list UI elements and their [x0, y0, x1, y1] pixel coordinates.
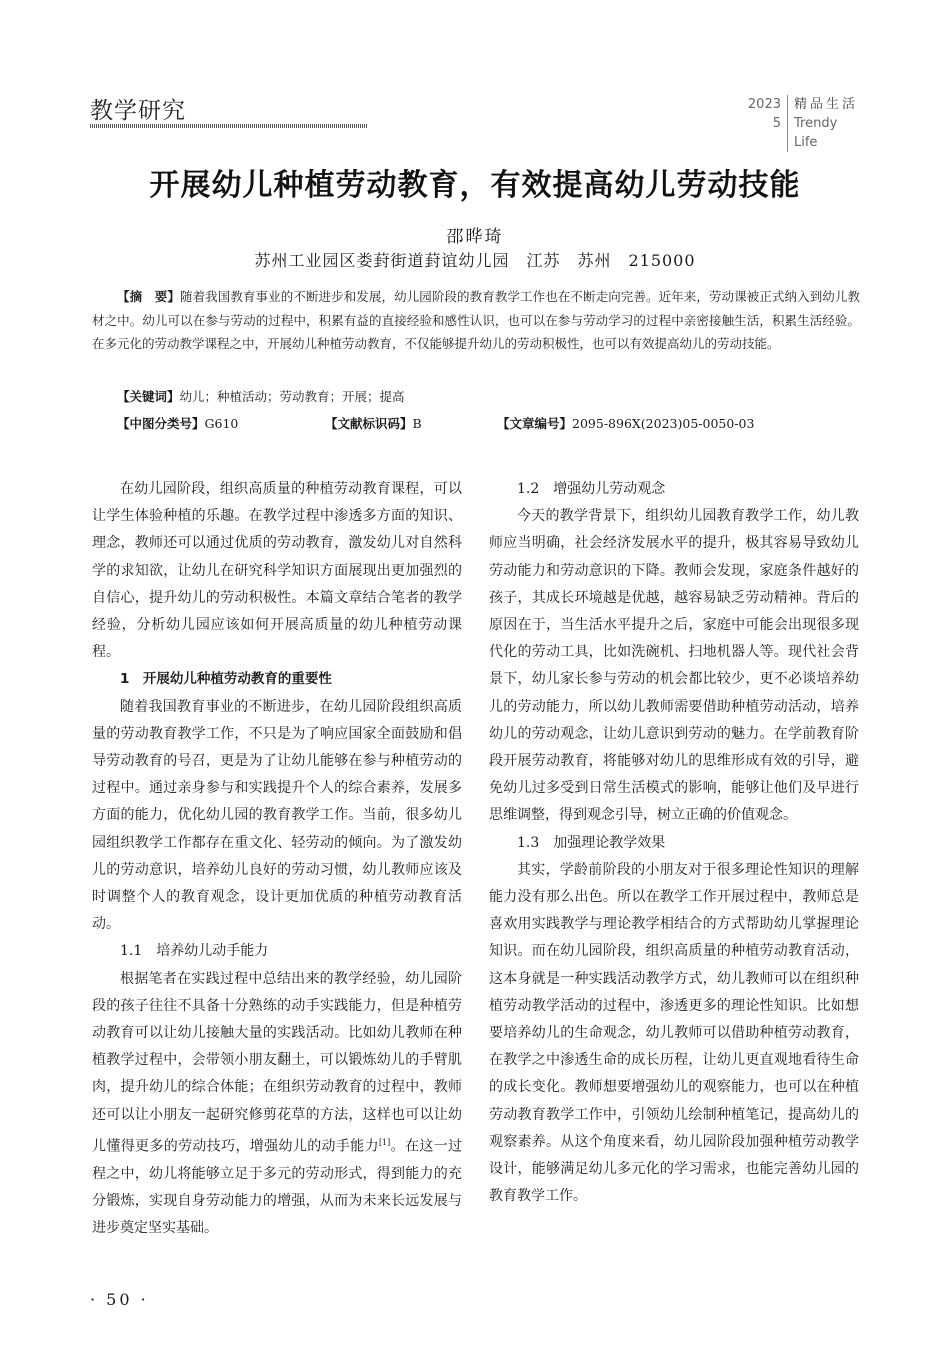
- masthead-journal-cn: 精品生活: [794, 97, 859, 112]
- article-title: 开展幼儿种植劳动教育，有效提高幼儿劳动技能: [149, 168, 801, 203]
- keywords: [117, 387, 405, 405]
- clc-label: 【中图分类号】: [117, 416, 205, 431]
- heading-1-3: 1.3 加强理论教学效果: [517, 834, 666, 851]
- section-label: 教学研究: [90, 98, 186, 124]
- doc-label: 【文献标识码】: [325, 416, 413, 431]
- abstract-text: 随着我国教育事业的不断进步和发展，幼儿园阶段的教育教学工作也在不断走向完善。近年来，劳动课被正式纳入到幼儿教材之中。幼儿可以在参与劳动的过程中，积累有益的直接经验和感性认识，也可以在参与劳动学习的过程中亲密接触生活，积累生活经验。在多元化的劳动教学课程之中，开展幼儿种植劳动教育，不仅能够提升幼儿的劳动积极性，也可以有效提高幼儿的劳动技能。: [92, 289, 860, 351]
- clc-number: [117, 414, 238, 432]
- abstract-label: 【摘 要】: [117, 289, 180, 304]
- keywords-label: 【关键词】: [117, 389, 180, 404]
- paragraph-importance: 随着我国教育事业的不断进步，在幼儿园阶段组织高质量的劳动教育教学工作，不只是为了响应国家全面鼓励和倡导劳动教育的号召，更是为了让幼儿能够在参与种植劳动的过程中。通过亲身参与和实践提升个人的综合素养，发展多方面的能力，优化幼儿园的教育教学工作。当前，很多幼儿园组织教学工作都存在重文化、轻劳动的倾向。为了激发幼儿的劳动意识，培养幼儿良好的劳动习惯，幼儿教师应该及时调整个人的教育观念，设计更加优质的种植劳动教育活动。: [92, 698, 462, 933]
- paragraph-theory: 其实，学龄前阶段的小朋友对于很多理论性知识的理解能力没有那么出色。所以在教学工作开展过程中，教师总是喜欢用实践教学与理论教学相结合的方式帮助幼儿掌握理论知识。而在幼儿园阶段，组织高质量的种植劳动教育活动，这本身就是一种实践活动教学方式，幼儿教师可以在组织种植劳动教学活动的过程中，渗透更多的理论性知识。比如想要培养幼儿的生命观念，幼儿教师可以借助种植劳动教育，在教学之中渗透生命的成长历程，让幼儿更直观地看待生命的成长变化。教师想要增强幼儿的观察能力，也可以在种植劳动教育教学工作中，引领幼儿绘制种植笔记，提高幼儿的观察素养。从这个角度来看，幼儿园阶段加强种植劳动教学设计，能够满足幼儿多元化的学习需求，也能完善幼儿园的教育教学工作。: [489, 861, 859, 1205]
- masthead: [748, 95, 858, 152]
- masthead-issue: 5: [773, 114, 788, 152]
- paragraph-hands-on-a: 根据笔者在实践过程中总结出来的教学经验，幼儿园阶段的孩子往往不具备十分熟练的动手实践能力，但是种植劳动教育可以让幼儿接触大量的实践活动。比如幼儿教师在种植教学过程中，会带领小朋友翻土，可以锻炼幼儿的手臂肌肉，提升幼儿的综合体能；在组织劳动教育的过程中，教师还可以让小朋友一起研究修剪花草的方法，这样也可以让幼儿懂得更多的劳动技巧，增强幼儿的动手能力: [92, 970, 462, 1155]
- page-number: · 50 ·: [90, 1290, 149, 1309]
- paragraph-hands-on: [92, 966, 462, 1243]
- masthead-year: 2023: [748, 95, 788, 114]
- paragraph-labor-concept: 今天的教学背景下，组织幼儿园教育教学工作，幼儿教师应当明确，社会经济发展水平的提升，极其容易导致幼儿劳动能力和劳动意识的下降。教师会发现，家庭条件越好的孩子，其成长环境越是优越，越容易缺乏劳动精神。背后的原因在于，当生活水平提升之后，家庭中可能会出现很多现代化的劳动工具，比如洗碗机、扫地机器人等。现代社会背景下，幼儿家长参与劳动的机会都比较少，更不必谈培养幼儿的劳动能力，所以幼儿教师需要借助种植劳动活动，培养幼儿的劳动观念，让幼儿意识到劳动的魅力。在学前教育阶段开展劳动教育，将能够对幼儿的思维形成有效的引导，避免幼儿过多受到日常生活模式的影响，能够让他们及早进行思维调整，得到观念引导，树立正确的价值观念。: [489, 508, 859, 824]
- abstract: [92, 285, 860, 356]
- clc-value: G610: [204, 416, 239, 431]
- heading-1: 1 开展幼儿种植劳动教育的重要性: [120, 671, 332, 688]
- heading-1-2: 1.2 增强幼儿劳动观念: [517, 481, 666, 497]
- masthead-journal-en: Trendy Life: [794, 116, 838, 150]
- paragraph-hands-on-b: 。在这一过程之中，幼儿将能够立足于多元的劳动形式，得到能力的充分锻炼，实现自身劳动能力的增强，从而为未来长远发展与进步奠定坚实基础。: [92, 1138, 463, 1237]
- section-rule: [90, 124, 367, 128]
- document-code: [325, 414, 422, 432]
- art-label: 【文章编号】: [497, 416, 573, 431]
- art-value: 2095-896X(2023)05-0050-03: [572, 416, 755, 431]
- intro-paragraph: 在幼儿园阶段，组织高质量的种植劳动教育课程，可以让学生体验种植的乐趣。在教学过程中渗透多方面的知识、理念，教师还可以通过优质的劳动教育，激发幼儿对自然科学的求知欲，让幼儿在研究科学知识方面展现出更加强烈的自信心，提升幼儿的劳动积极性。本篇文章结合笔者的教学经验，分析幼儿园应该如何开展高质量的幼儿种植劳动课程。: [92, 481, 462, 661]
- affiliation: 苏州工业园区娄葑街道葑谊幼儿园 江苏 苏州 215000: [254, 251, 696, 270]
- left-column: [92, 476, 462, 1242]
- keywords-text: 幼儿；种植活动；劳动教育；开展；提高: [179, 389, 405, 404]
- doc-value: B: [412, 416, 422, 431]
- citation-ref: [1]: [378, 1137, 391, 1147]
- article-number: [497, 414, 754, 432]
- heading-1-1: 1.1 培养幼儿动手能力: [120, 943, 269, 960]
- author: 邵晔琦: [446, 227, 504, 247]
- right-column: [489, 476, 859, 1210]
